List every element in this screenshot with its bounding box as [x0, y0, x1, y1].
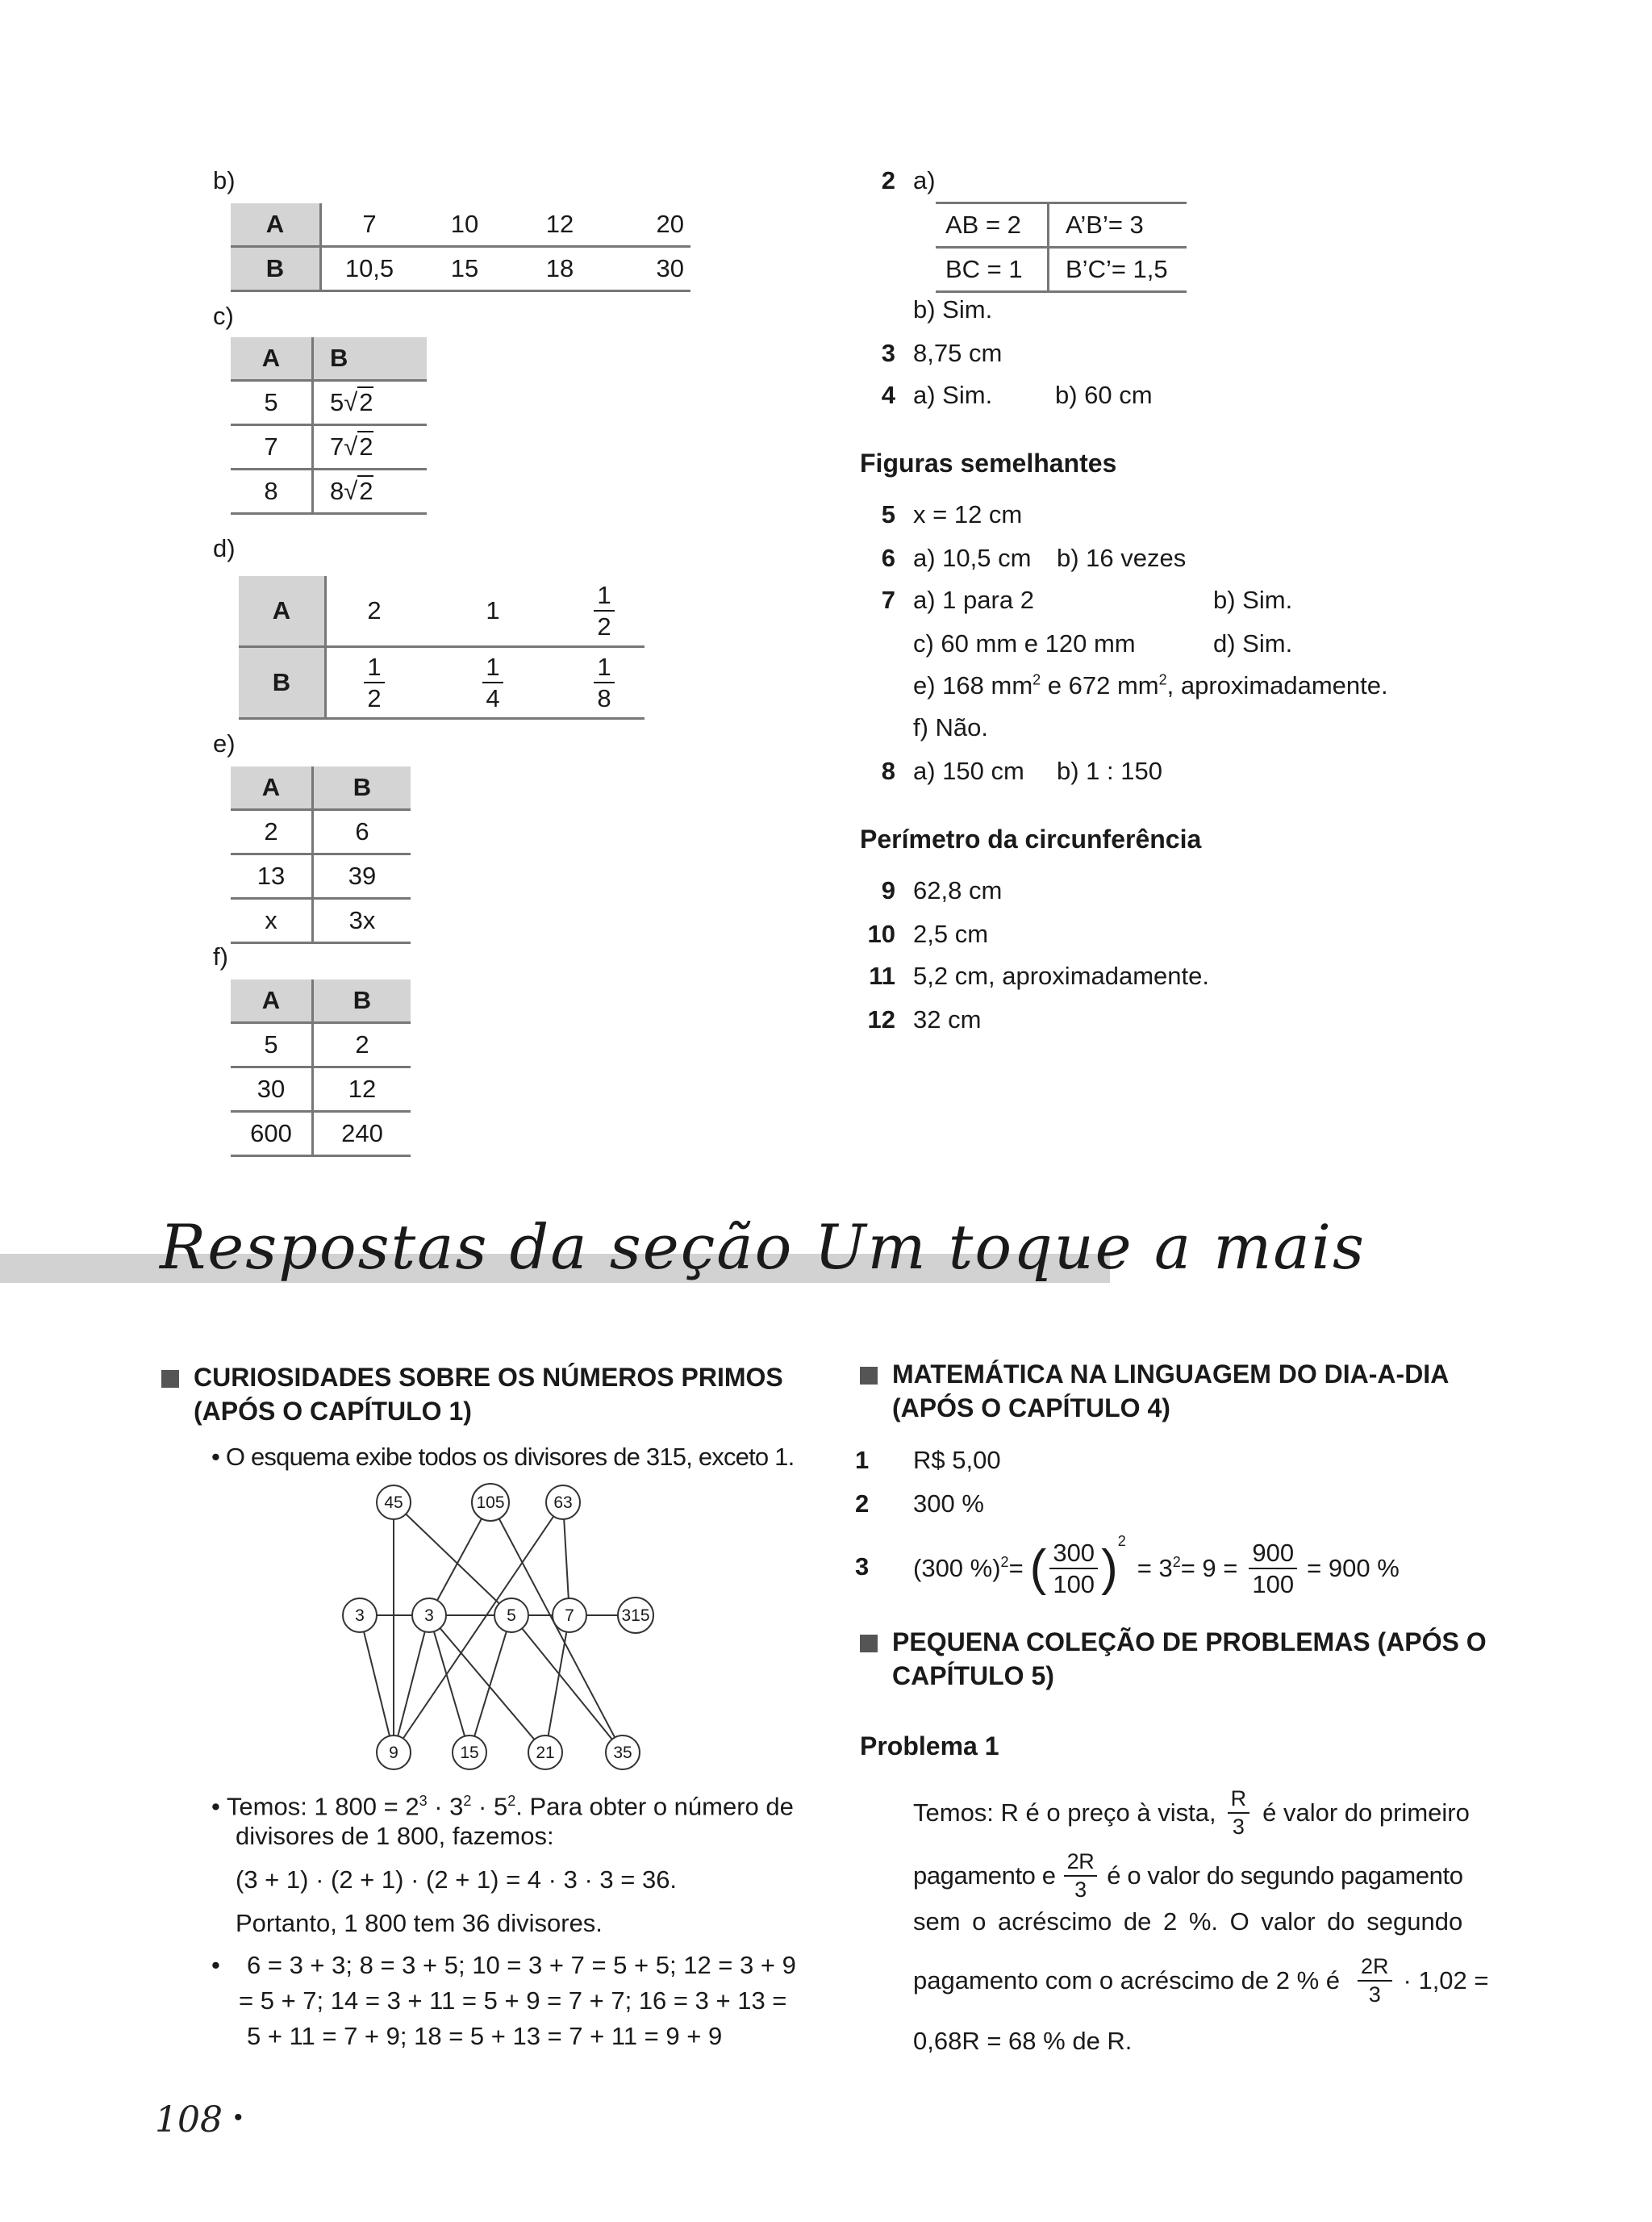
table-cell: x: [231, 899, 313, 943]
table-cell: 3x: [313, 899, 411, 943]
table-header: B: [313, 337, 428, 381]
node-label: 105: [476, 1493, 505, 1512]
table-cell: 240: [313, 1112, 411, 1156]
bullet-text: • Temos: 1 $800 = 2^3 \cdot 3^2 \cdot 5^2$. Para obter o número de: [211, 1792, 794, 1821]
node-circle: [412, 1598, 446, 1632]
table-cell: 20: [607, 203, 690, 247]
node-circle: [553, 1598, 586, 1632]
answer-number: 5: [881, 500, 895, 528]
table-c: [231, 337, 427, 515]
section-marker: [860, 1635, 878, 1652]
answer-text: a) 1 para 2: [913, 586, 1034, 614]
section-title: MATEMÁTICA NA LINGUAGEM DO DIA-A-DIA (APÓS O CAPÍTULO 4): [892, 1360, 1450, 1422]
paragraph-line: Temos: R é o preço à vista, $\frac{R}{3}$ é valor do primeiro: [913, 1786, 1470, 1839]
table-cell: 5√2: [313, 381, 428, 425]
label-c: c): [213, 302, 234, 330]
table-cell: 2: [313, 1023, 411, 1067]
bullet-text: (3 + 1) · (2 + 1) · (2 + 1) = 4 · 3 · 3 = 36.: [236, 1865, 678, 1894]
answer-text: a) Sim.: [913, 381, 993, 409]
table-cell: 30: [607, 247, 690, 291]
node-label: 3: [424, 1606, 434, 1625]
answer-number: 3: [881, 339, 895, 367]
table-cell: A: [239, 576, 326, 647]
table-cell: B: [239, 647, 326, 719]
table-cell: 2: [367, 596, 382, 624]
label-b: b): [213, 166, 236, 194]
answer-text: c) 60 mm e 120 mm: [913, 629, 1136, 658]
node-label: 315: [621, 1606, 650, 1625]
answer-number: 10: [867, 920, 895, 948]
paren-left: (: [1029, 1540, 1047, 1596]
bullet-marker: •: [211, 1951, 220, 1979]
bullet-text: divisores de 1 800, fazemos:: [236, 1822, 554, 1850]
node-circle: [343, 1598, 377, 1632]
label-d: d): [213, 534, 236, 562]
table-header: A: [231, 337, 313, 381]
section-title: PEQUENA COLEÇÃO DE PROBLEMAS (APÓS O CAPÍTULO 5): [892, 1627, 1487, 1690]
node-circle: [377, 1485, 411, 1519]
table-cell: 8√2: [313, 470, 428, 514]
answer-text: x = 12 cm: [913, 500, 1023, 528]
banner-title: Respostas da seção Um toque a mais: [160, 1211, 1366, 1283]
table-cell: 10: [417, 203, 512, 247]
answer-number: 4: [881, 381, 895, 409]
table-q2: [936, 202, 1187, 293]
node-circle: [606, 1735, 640, 1769]
answer-number: 8: [881, 757, 895, 785]
table-cell: 12: [512, 203, 607, 247]
node-label: 9: [389, 1744, 398, 1762]
label-f: f): [213, 942, 228, 971]
table-cell: 8: [231, 470, 313, 514]
paren-right: ): [1101, 1540, 1118, 1596]
answer-text: b) 60 cm: [1055, 381, 1153, 409]
table-cell: $\frac{1}{2}$: [564, 576, 645, 647]
bullet-text: Portanto, 1 800 tem 36 divisores.: [236, 1909, 603, 1937]
table-cell: 39: [313, 854, 411, 899]
node-label: 45: [384, 1493, 403, 1512]
table-cell: 30: [231, 1067, 313, 1112]
bullet-text: • O esquema exibe todos os divisores de 315, exceto 1.: [211, 1443, 795, 1471]
table-b: [231, 203, 690, 292]
formula: (300 %) $^2$ = ( $\frac{300}{100}$ ) $^2$ = 3 $^2$ = 9 = $\frac{900}{100}$ = 900 %: [913, 1533, 1400, 1598]
node-circle: [618, 1598, 653, 1633]
node-label: 5: [507, 1606, 516, 1625]
table-cell: 600: [231, 1112, 313, 1156]
answer-text: 300 %: [913, 1489, 984, 1518]
label-e: e): [213, 729, 236, 758]
table-cell: 5: [231, 381, 313, 425]
answer-text: f) Não.: [913, 713, 989, 741]
table-cell: 13: [231, 854, 313, 899]
table-cell: A’B’= 3: [1049, 203, 1187, 248]
node-label: 35: [613, 1744, 632, 1762]
answer-text: a) 150 cm: [913, 757, 1024, 785]
page-number: 108: [155, 2099, 223, 2141]
table-header: A: [231, 979, 313, 1023]
page-bullet: •: [234, 2104, 243, 2131]
answer-text: b) 16 vezes: [1057, 544, 1187, 572]
answer-number: 6: [881, 544, 895, 572]
table-cell: 15: [417, 247, 512, 291]
section-marker: [860, 1367, 878, 1385]
answer-text: e) 168 $mm^2$ e 672 $mm^2$, aproximadamente.: [913, 671, 1388, 700]
node-label: 7: [565, 1606, 574, 1625]
answer-number: 11: [869, 962, 895, 990]
table-cell: B: [231, 247, 321, 291]
answer-text: a) 10,5 cm: [913, 544, 1032, 572]
bullet-text: 6 = 3 + 3; 8 = 3 + 5; 10 = 3 + 7 = 5 + 5; 12 = 3 + 9: [247, 1951, 796, 1979]
table-header: B: [313, 979, 411, 1023]
table-cell: B’C’= 1,5: [1049, 248, 1187, 292]
answer-number: 1: [855, 1446, 870, 1474]
section-marker: [161, 1370, 179, 1388]
answer-text: 5,2 cm, aproximadamente.: [913, 962, 1210, 990]
answer-label: a): [913, 166, 936, 194]
paragraph-line: sem o acréscimo de 2 %. O valor do segundo: [913, 1907, 1463, 1936]
node-circle: [472, 1484, 509, 1521]
table-cell: 6: [313, 810, 411, 854]
table-cell: 5: [231, 1023, 313, 1067]
node-label: 3: [355, 1606, 365, 1625]
table-cell: A: [231, 203, 321, 247]
node-circle: [377, 1735, 411, 1769]
node-label: 21: [536, 1744, 555, 1762]
table-cell: $\frac{1}{2}$: [326, 647, 423, 719]
paragraph-line: 0,68R = 68 % de R.: [913, 2027, 1133, 2055]
table-cell: BC = 1: [936, 248, 1049, 292]
table-f: [231, 979, 411, 1157]
table-cell: 2: [231, 810, 313, 854]
node-label: 15: [460, 1744, 479, 1762]
table-header: A: [231, 766, 313, 810]
answer-text: b) Sim.: [913, 295, 993, 324]
answer-text: b) Sim.: [1213, 586, 1293, 614]
section-title: CURIOSIDADES SOBRE OS NÚMEROS PRIMOS (APÓS O CAPÍTULO 1): [194, 1363, 783, 1426]
answer-number: 2: [881, 166, 895, 194]
table-cell: 7: [321, 203, 418, 247]
node-circle: [528, 1735, 562, 1769]
answer-number: 7: [881, 586, 895, 614]
table-cell: 10,5: [321, 247, 418, 291]
answer-text: 32 cm: [913, 1005, 982, 1034]
answer-number: 2: [855, 1489, 870, 1518]
table-header: B: [313, 766, 411, 810]
answer-text: 2,5 cm: [913, 920, 989, 948]
section-heading: Perímetro da circunferência: [860, 825, 1202, 854]
table-cell: 12: [313, 1067, 411, 1112]
table-cell: 18: [512, 247, 607, 291]
section-heading: Figuras semelhantes: [860, 449, 1117, 478]
table-cell: 7√2: [313, 425, 428, 470]
bullet-text: = 5 + 7; 14 = 3 + 11 = 5 + 9 = 7 + 7; 16 = 3 + 13 =: [239, 1986, 787, 2015]
table-cell: $\frac{1}{8}$: [564, 647, 645, 719]
problem-heading: Problema 1: [860, 1731, 999, 1760]
divisor-diagram: [323, 1476, 678, 1775]
node-circle: [494, 1598, 528, 1632]
node-label: 63: [553, 1493, 573, 1512]
answer-text: b) 1 : 150: [1057, 757, 1162, 785]
answer-number: 9: [881, 876, 895, 904]
node-circle: [546, 1485, 580, 1519]
paragraph-line: pagamento com o acréscimo de 2 % é $\frac{2R}{3}$ · 1,02 =: [913, 1954, 1489, 2007]
table-cell: 1: [486, 596, 500, 624]
node-circle: [453, 1735, 486, 1769]
answer-text: R$ 5,00: [913, 1446, 1001, 1474]
answer-number: 3: [855, 1552, 870, 1581]
bullet-text: 5 + 11 = 7 + 9; 18 = 5 + 13 = 7 + 11 = 9 + 9: [247, 2022, 723, 2050]
table-d: [239, 576, 645, 720]
answer-text: 8,75 cm: [913, 339, 1003, 367]
answer-number: 12: [867, 1005, 895, 1034]
table-cell: 7: [231, 425, 313, 470]
paragraph-line: pagamento e $\frac{2R}{3}$ é o valor do segundo pagamento: [913, 1849, 1463, 1902]
answer-text: 62,8 cm: [913, 876, 1003, 904]
table-cell: $\frac{1}{4}$: [422, 647, 564, 719]
table-cell: AB = 2: [936, 203, 1049, 248]
table-e: [231, 766, 411, 944]
answer-text: d) Sim.: [1213, 629, 1293, 658]
